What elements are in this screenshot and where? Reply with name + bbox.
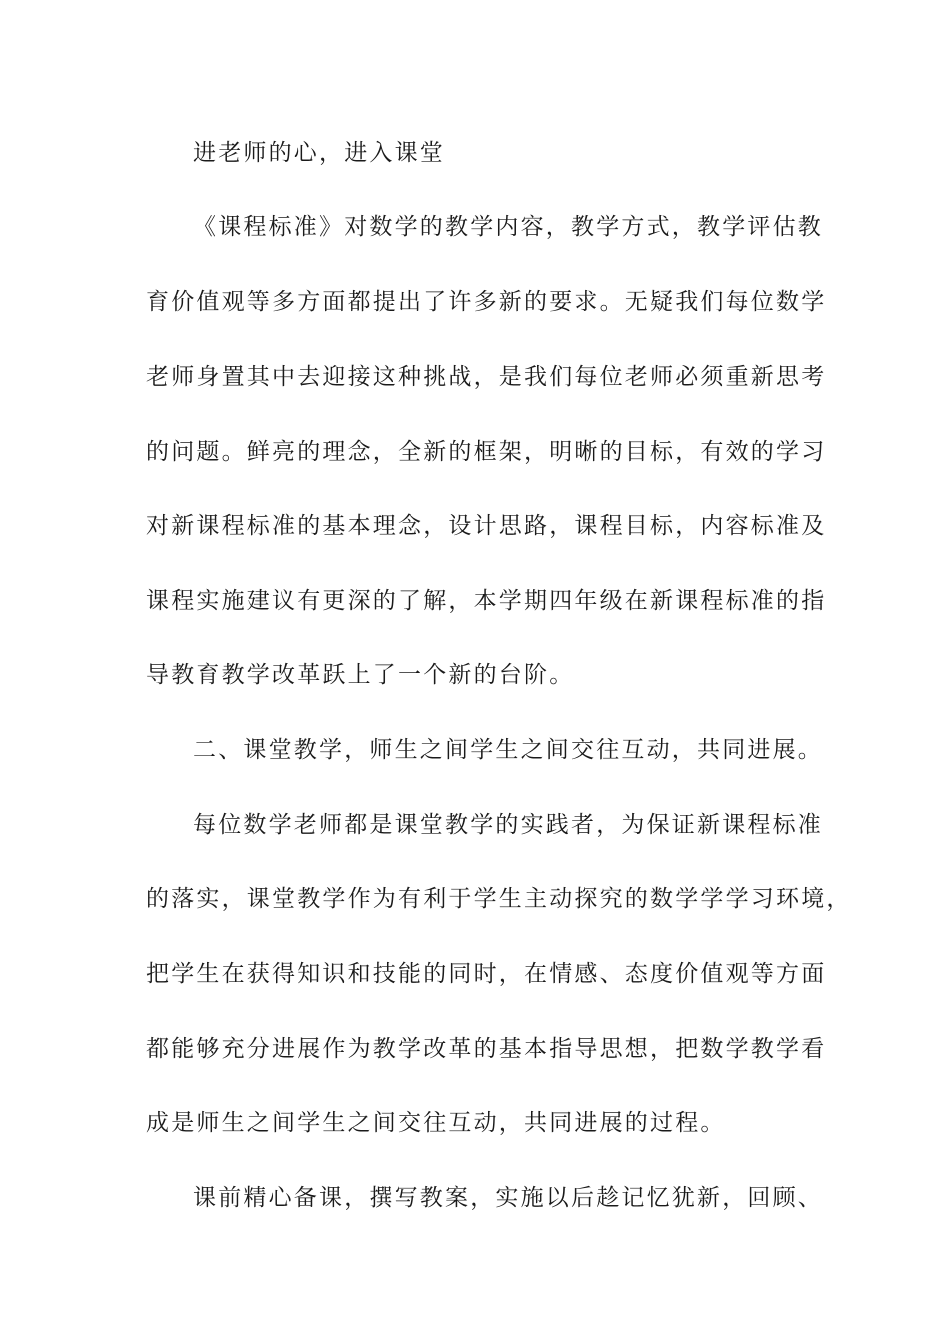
paragraph-line: 的落实，课堂教学作为有利于学生主动探究的数学学学习环境， <box>146 886 852 912</box>
paragraph-line: 课程实施建议有更深的了解，本学期四年级在新课程标准的指 <box>146 588 827 614</box>
paragraph-line: 课前精心备课，撰写教案，实施以后趁记忆犹新，回顾、 <box>193 1185 823 1211</box>
section-heading: 二、课堂教学，师生之间学生之间交往互动，共同进展。 <box>193 737 823 763</box>
paragraph-line: 每位数学老师都是课堂教学的实践者，为保证新课程标准 <box>193 812 823 838</box>
paragraph-line: 都能够充分进展作为教学改革的基本指导思想，把数学教学看 <box>146 1036 827 1062</box>
paragraph-line: 进老师的心，进入课堂 <box>193 140 445 166</box>
paragraph-line: 《课程标准》对数学的教学内容，教学方式，教学评估教 <box>193 214 823 240</box>
paragraph-line: 把学生在获得知识和技能的同时，在情感、态度价值观等方面 <box>146 961 827 987</box>
paragraph-line: 老师身置其中去迎接这种挑战，是我们每位老师必须重新思考 <box>146 364 827 390</box>
paragraph-line: 导教育教学改革跃上了一个新的台阶。 <box>146 662 575 688</box>
paragraph-line: 对新课程标准的基本理念，设计思路，课程目标，内容标准及 <box>146 513 827 539</box>
paragraph-line: 育价值观等多方面都提出了许多新的要求。无疑我们每位数学 <box>146 289 827 315</box>
paragraph-line: 的问题。鲜亮的理念，全新的框架，明晰的目标，有效的学习 <box>146 439 827 465</box>
paragraph-line: 成是师生之间学生之间交往互动，共同进展的过程。 <box>146 1110 726 1136</box>
